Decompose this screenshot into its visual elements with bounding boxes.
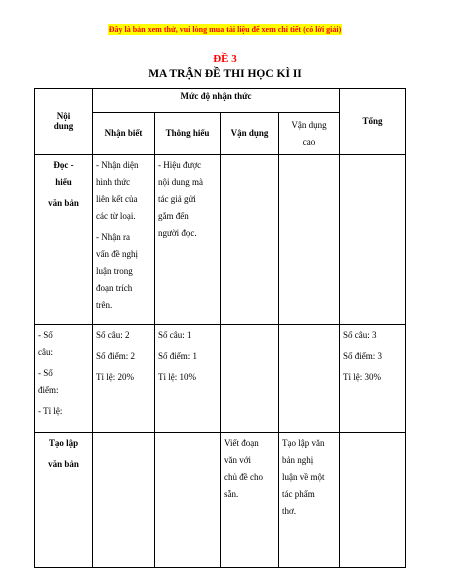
row-label-doc-hieu: Đọc - hiểu văn bản xyxy=(35,155,93,325)
page-title: MA TRẬN ĐỀ THI HỌC KÌ II xyxy=(148,68,302,80)
preview-banner: Đây là bản xem thử, vui lòng mua tài liệu để xem chi tiết (có lời giải) xyxy=(108,25,342,34)
cell-doc-hieu-tong xyxy=(340,155,406,325)
cell-so-cau-nhan-biet: Số câu: 2 Số điểm: 2 Tỉ lệ: 20% xyxy=(93,325,155,433)
cell-so-cau-van-dung-cao xyxy=(279,325,340,433)
cell-tao-lap-van-dung: Viết đoạn văn với chủ đề cho sẵn. xyxy=(221,433,279,568)
header-noi-dung: Nội dung xyxy=(35,89,93,155)
row-label-so-cau: - Số câu: - Số điểm: - Tỉ lệ: xyxy=(35,325,93,433)
cell-tao-lap-nhan-biet xyxy=(93,433,155,568)
cell-tao-lap-thong-hieu xyxy=(155,433,221,568)
table-row-so-cau xyxy=(35,325,406,433)
header-nhan-biet: Nhận biết xyxy=(93,113,155,155)
table-row-tao-lap xyxy=(35,433,406,568)
header-van-dung-cao: Vận dụng cao xyxy=(279,113,340,155)
cell-so-cau-thong-hieu: Số câu: 1 Số điểm: 1 Tỉ lệ: 10% xyxy=(155,325,221,433)
cell-tao-lap-tong xyxy=(340,433,406,568)
cell-so-cau-van-dung xyxy=(221,325,279,433)
header-muc-do: Mức độ nhận thức xyxy=(93,89,340,113)
header-thong-hieu: Thông hiểu xyxy=(155,113,221,155)
cell-doc-hieu-van-dung-cao xyxy=(279,155,340,325)
row-label-tao-lap: Tạo lập văn bản xyxy=(35,433,93,568)
cell-doc-hieu-nhan-biet: - Nhận diện hình thức liên kết của các từ loại. - Nhận ra vấn đề nghị luận trong đoạn trích trên. xyxy=(93,155,155,325)
cell-tao-lap-van-dung-cao: Tạo lập văn bản nghị luận về một tác phẩm thơ. xyxy=(279,433,340,568)
cell-so-cau-tong: Số câu: 3 Số điểm: 3 Tỉ lệ: 30% xyxy=(340,325,406,433)
table-row-doc-hieu xyxy=(35,155,406,325)
exam-number: ĐỀ 3 xyxy=(213,53,237,65)
cell-doc-hieu-van-dung xyxy=(221,155,279,325)
header-van-dung: Vận dụng xyxy=(221,113,279,155)
matrix-table xyxy=(34,88,406,568)
cell-doc-hieu-thong-hieu: - Hiệu được nội dung mà tác giả gửi gắm đến người đọc. xyxy=(155,155,221,325)
header-tong: Tổng xyxy=(340,89,406,155)
